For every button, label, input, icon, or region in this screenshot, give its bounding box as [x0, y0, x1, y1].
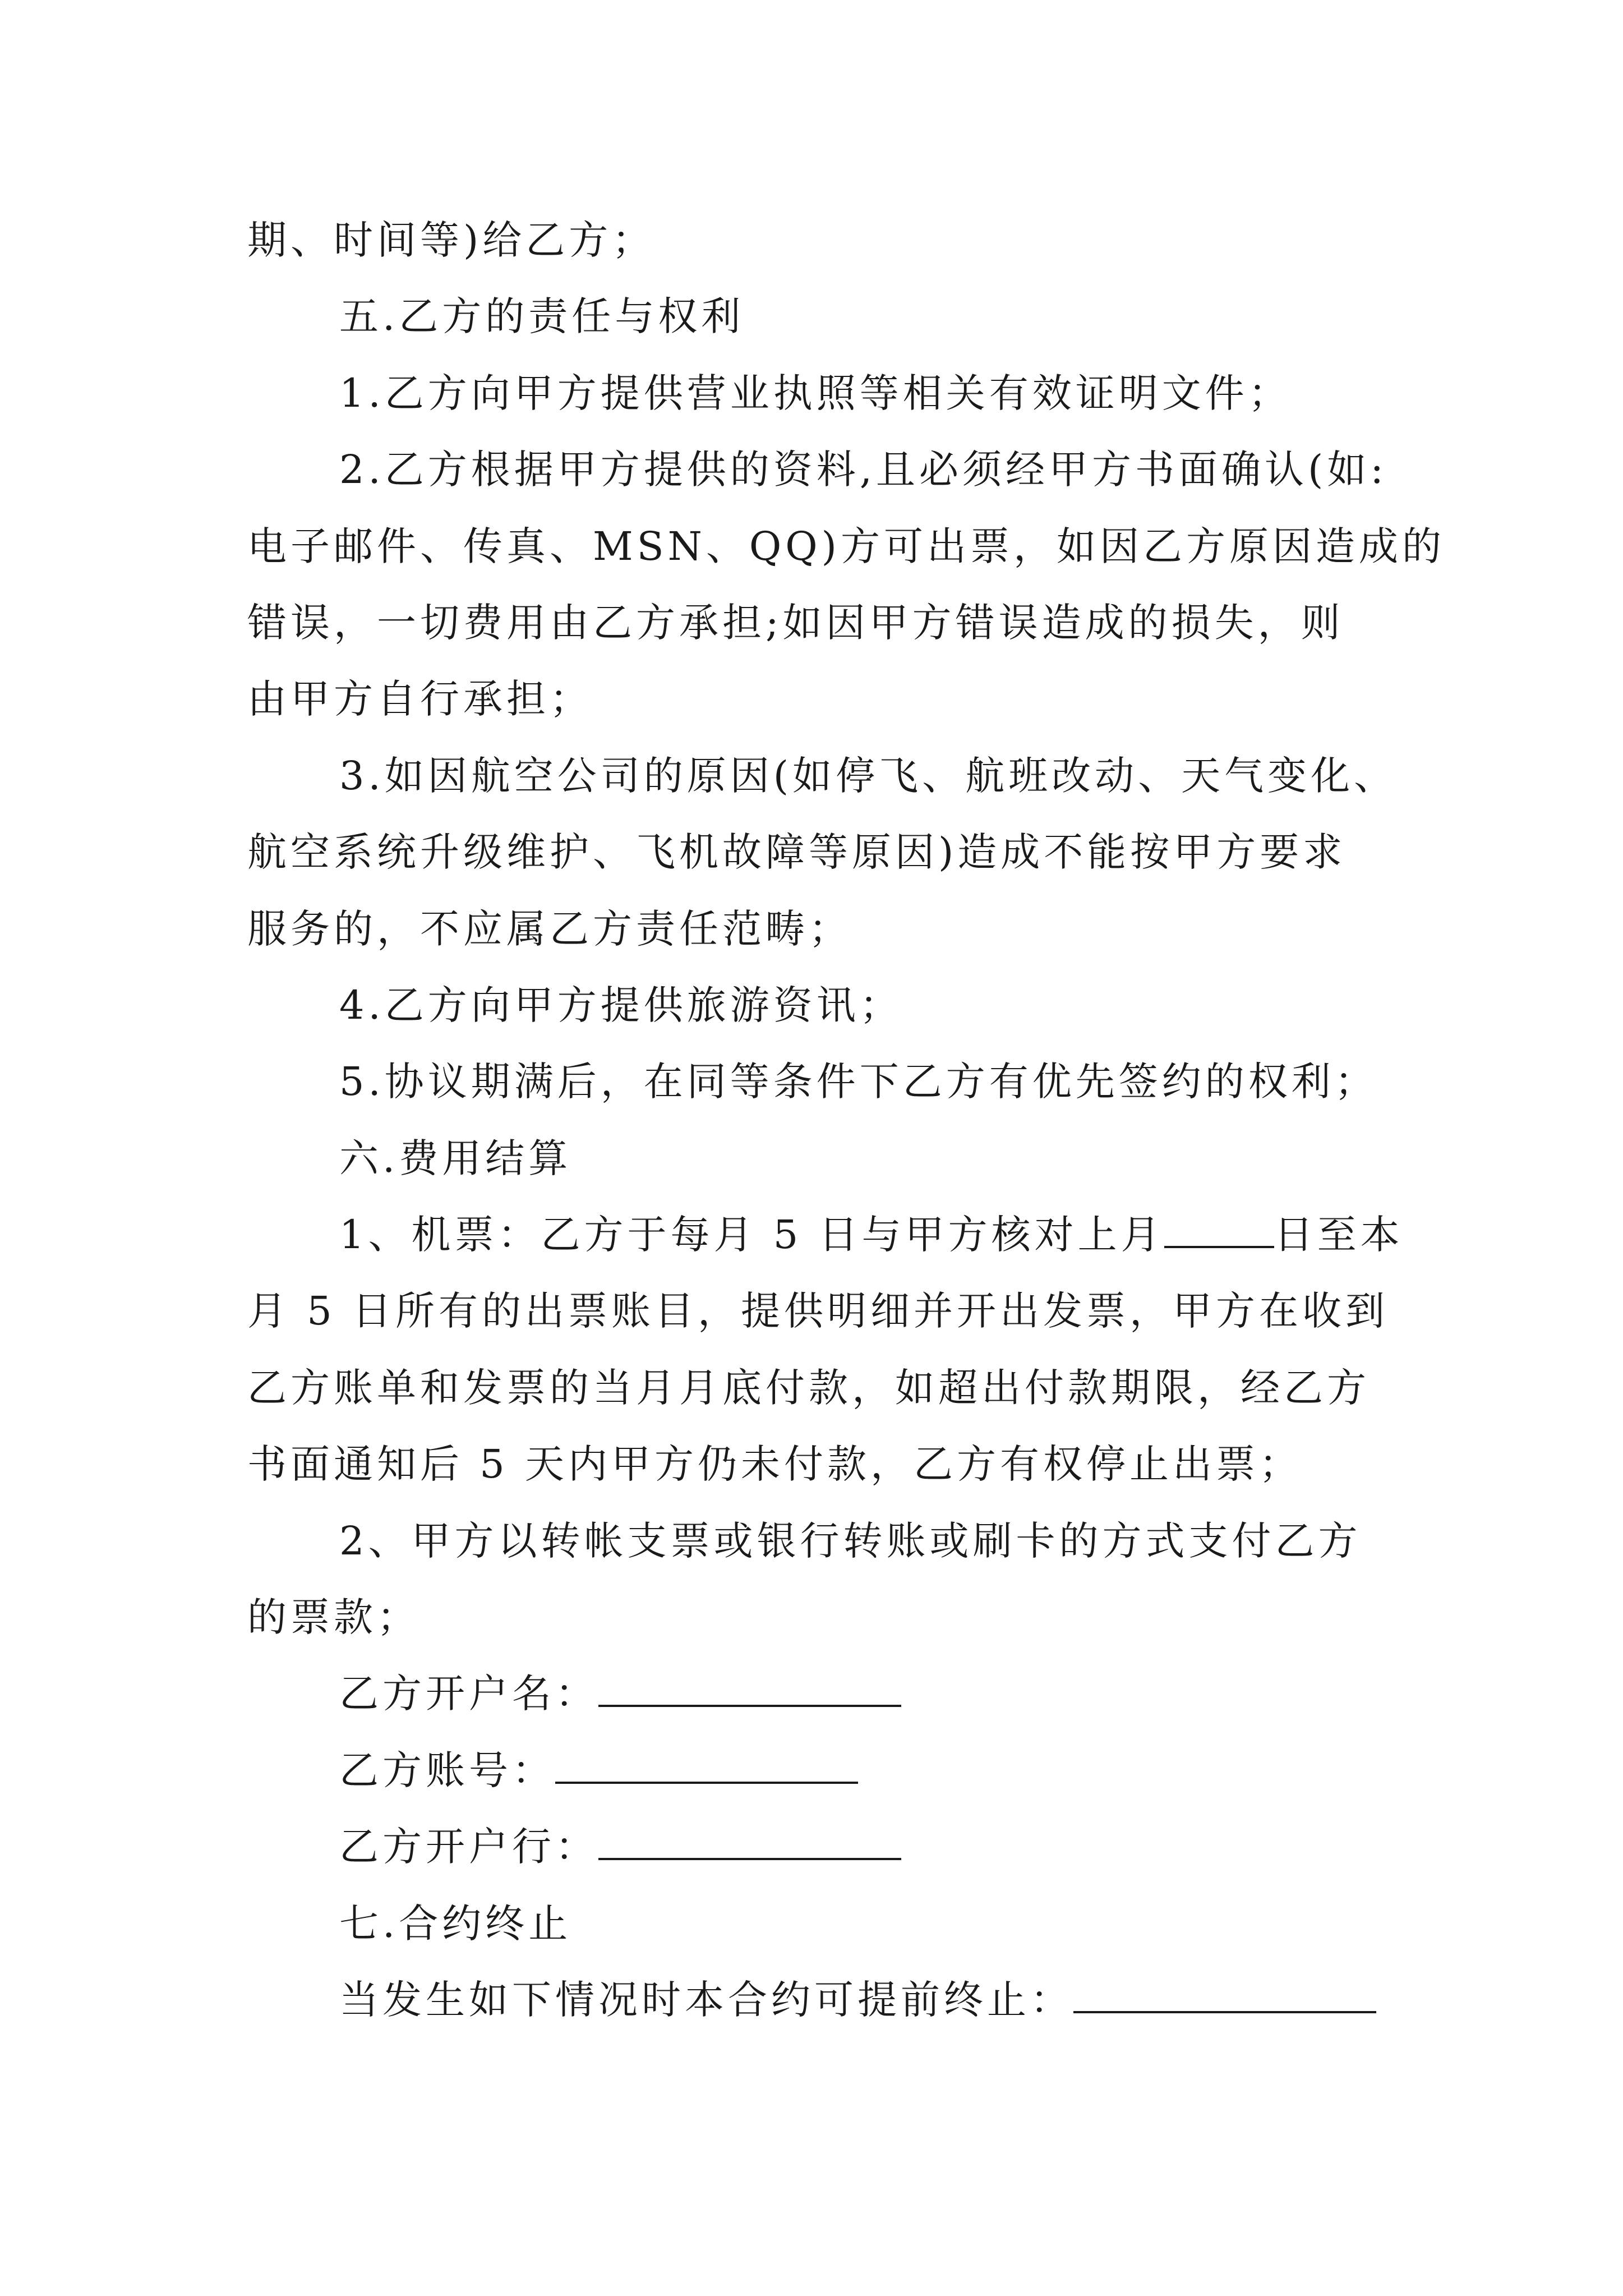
text-line: 书面通知后 5 天内甲方仍未付款，乙方有权停止出票； [247, 1441, 1303, 1488]
blank-underline [598, 1682, 901, 1707]
text-line: 错误，一切费用由乙方承担;如因甲方错误造成的损失，则 [247, 599, 1344, 646]
blank-underline [555, 1759, 858, 1784]
text-line: 期、时间等)给乙方； [247, 217, 656, 263]
account-number-label: 乙方账号： [339, 1747, 555, 1793]
clause-6-2: 2、甲方以转帐支票或银行转账或刷卡的方式支付乙方 [339, 1517, 1362, 1564]
termination-text: 当发生如下情况时本合约可提前终止： [339, 1976, 1073, 2023]
clause-6-1 [247, 1197, 1404, 1273]
clause-6-1-tail: 日至本 [1274, 1212, 1404, 1258]
clause-5-1: 1.乙方向甲方提供营业执照等相关有效证明文件； [339, 370, 1292, 416]
account-name-label: 乙方开户名： [339, 1671, 598, 1717]
clause-6-1-text: 1、机票：乙方于每月 5 日与甲方核对上月 [339, 1212, 1164, 1258]
section-heading-7: 七.合约终止 [339, 1900, 572, 1947]
termination-clause [247, 1962, 1397, 2038]
clause-5-5: 5.协议期满后，在同等条件下乙方有优先签约的权利； [339, 1059, 1378, 1105]
section-heading-6: 六.费用结算 [339, 1135, 572, 1181]
contract-text [247, 202, 1445, 2038]
section-heading-5: 五.乙方的责任与权利 [339, 293, 745, 340]
text-line: 服务的，不应属乙方责任范畴； [247, 905, 852, 952]
text-line: 电子邮件、传真、MSN、QQ)方可出票，如因乙方原因造成的 [247, 523, 1445, 569]
clause-5-2: 2.乙方根据甲方提供的资料,且必须经甲方书面确认(如: [339, 447, 1387, 493]
text-line: 由甲方自行承担； [247, 676, 593, 723]
account-number-field [247, 1732, 1397, 1809]
account-name-field [247, 1655, 1397, 1732]
clause-5-3: 3.如因航空公司的原因(如停飞、航班改动、天气变化、 [339, 752, 1398, 799]
text-line: 月 5 日所有的出票账目，提供明细并开出发票，甲方在收到 [247, 1288, 1389, 1335]
text-line: 航空系统升级维护、飞机故障等原因)造成不能按甲方要求 [247, 829, 1347, 876]
clause-5-4: 4.乙方向甲方提供旅游资讯； [339, 982, 903, 1028]
blank-underline [1073, 1989, 1376, 2013]
account-bank-field [247, 1809, 1397, 1885]
blank-underline [1164, 1223, 1274, 1248]
text-line: 乙方账单和发票的当月月底付款，如超出付款期限，经乙方 [247, 1364, 1370, 1411]
blank-underline [598, 1835, 901, 1860]
account-bank-label: 乙方开户行： [339, 1824, 598, 1870]
text-line: 的票款； [247, 1594, 420, 1641]
